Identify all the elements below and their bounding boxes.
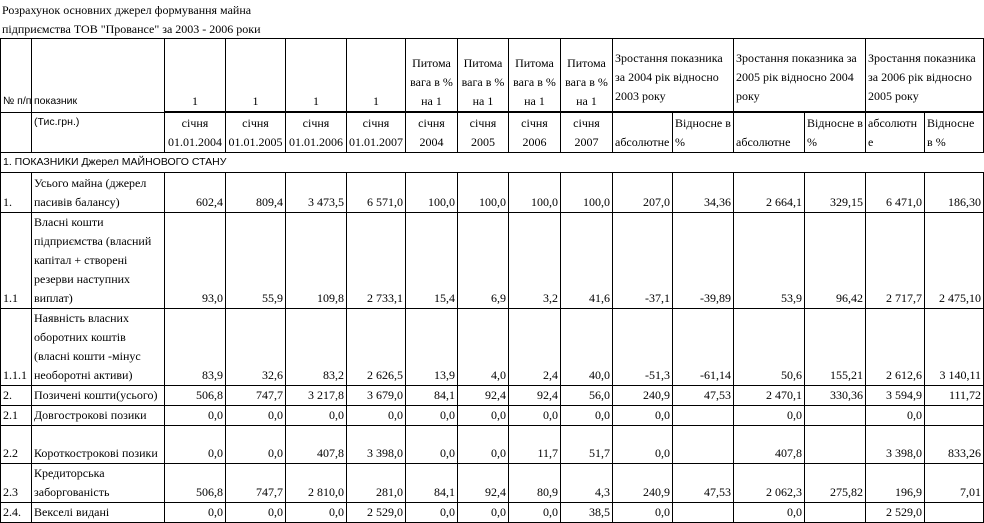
row-number: 2.2 <box>1 426 32 464</box>
row-value: 111,72 <box>925 386 984 406</box>
row-number: 1. <box>1 173 32 213</box>
row-value <box>805 503 866 523</box>
row-indicator: Кредиторська заборгованість <box>32 464 165 503</box>
row-value: 0,0 <box>458 426 509 464</box>
table-row <box>1 173 984 213</box>
row-value: 100,0 <box>458 173 509 213</box>
header-date-day-3: 1 <box>286 39 347 112</box>
row-value: 34,36 <box>673 173 734 213</box>
row-value: 155,21 <box>805 309 866 386</box>
row-value: 506,8 <box>165 386 226 406</box>
row-value: 833,26 <box>925 426 984 464</box>
header-rel-2006: Відносне в % <box>925 113 984 153</box>
section-title: 1. ПОКАЗНИКИ Джерел МАЙНОВОГО СТАНУ <box>1 153 984 173</box>
row-value: 747,7 <box>226 386 286 406</box>
header-year-3: січня 2006 <box>509 113 561 153</box>
row-value: 41,6 <box>561 213 613 309</box>
header-indicator: показник <box>32 39 165 113</box>
row-value: 96,42 <box>805 213 866 309</box>
row-value: 407,8 <box>734 426 805 464</box>
row-value: 330,36 <box>805 386 866 406</box>
header-year-1: січня 2004 <box>406 113 458 153</box>
row-indicator: Векселі видані <box>32 503 165 523</box>
row-value: 0,0 <box>406 426 458 464</box>
header-num-blank <box>1 113 32 153</box>
row-value: 0,0 <box>226 406 286 426</box>
row-value: 3 594,9 <box>866 386 925 406</box>
row-value: 0,0 <box>286 503 347 523</box>
row-value: 281,0 <box>347 464 406 503</box>
header-growth-2006: Зростання показника за 2006 рік відносно 2005 року <box>866 39 984 112</box>
row-value: 83,2 <box>286 309 347 386</box>
row-value <box>673 406 734 426</box>
row-value: 2 810,0 <box>286 464 347 503</box>
header-share-2: Питома вага в % на 1 <box>458 39 509 112</box>
row-value: 109,8 <box>286 213 347 309</box>
row-value <box>925 503 984 523</box>
row-value: 3 140,11 <box>925 309 984 386</box>
row-value: 80,9 <box>509 464 561 503</box>
row-value: 6,9 <box>458 213 509 309</box>
row-value: 0,0 <box>226 503 286 523</box>
row-value: 6 571,0 <box>347 173 406 213</box>
row-value: 0,0 <box>226 426 286 464</box>
row-value: 4,3 <box>561 464 613 503</box>
row-value: 100,0 <box>561 173 613 213</box>
header-rel-2004: Відносне в % <box>673 113 734 153</box>
row-value: 2 733,1 <box>347 213 406 309</box>
row-value: 55,9 <box>226 213 286 309</box>
row-value: 0,0 <box>561 406 613 426</box>
row-value: 0,0 <box>613 503 673 523</box>
row-value: 93,0 <box>165 213 226 309</box>
row-value: -61,14 <box>673 309 734 386</box>
row-value: 40,0 <box>561 309 613 386</box>
header-date-2: січня 01.01.2005 <box>226 113 286 153</box>
row-indicator: Наявність власних оборотних коштів (власні кошти -мінус необоротні активи) <box>32 309 165 386</box>
row-value: 186,30 <box>925 173 984 213</box>
row-value: 0,0 <box>458 406 509 426</box>
row-value: -39,89 <box>673 213 734 309</box>
table-row <box>1 426 984 464</box>
row-value: 0,0 <box>165 426 226 464</box>
row-value: 602,4 <box>165 173 226 213</box>
row-value: 2 529,0 <box>866 503 925 523</box>
row-value: 47,53 <box>673 386 734 406</box>
header-unit: (Тис.грн.) <box>32 113 165 153</box>
row-number: 2.1 <box>1 406 32 426</box>
header-year-2: січня 2005 <box>458 113 509 153</box>
row-value: 84,1 <box>406 464 458 503</box>
row-indicator: Короткострокові позики <box>32 426 165 464</box>
table-row <box>1 213 984 309</box>
header-abs-2006: абсолютн е <box>866 113 925 153</box>
row-value: 0,0 <box>613 426 673 464</box>
row-value: 0,0 <box>165 406 226 426</box>
row-value: 2 062,3 <box>734 464 805 503</box>
row-value: 0,0 <box>509 503 561 523</box>
data-rows <box>1 173 984 523</box>
header-date-day-2: 1 <box>226 39 286 112</box>
header-date-3: січня 01.01.2006 <box>286 113 347 153</box>
row-value: 0,0 <box>165 503 226 523</box>
row-number: 2. <box>1 386 32 406</box>
row-value: 13,9 <box>406 309 458 386</box>
row-value: 240,9 <box>613 386 673 406</box>
row-value: 3 679,0 <box>347 386 406 406</box>
row-value <box>673 503 734 523</box>
row-indicator: Довгострокові позики <box>32 406 165 426</box>
row-number: 2.3 <box>1 464 32 503</box>
table-row <box>1 309 984 386</box>
header-year-4: січня 2007 <box>561 113 613 153</box>
row-value: 83,9 <box>165 309 226 386</box>
table-row <box>1 386 984 406</box>
row-value: -51,3 <box>613 309 673 386</box>
row-value: 0,0 <box>347 406 406 426</box>
row-value: 2 529,0 <box>347 503 406 523</box>
row-value: 0,0 <box>509 406 561 426</box>
row-value: 7,01 <box>925 464 984 503</box>
row-value <box>805 406 866 426</box>
header-share-1: Питома вага в % на 1 <box>406 39 458 112</box>
header-date-day-4: 1 <box>347 39 406 112</box>
header-growth-2004: Зростання показника за 2004 рік відносно 2003 року <box>613 39 734 112</box>
row-value: 6 471,0 <box>866 173 925 213</box>
row-value: 3,2 <box>509 213 561 309</box>
row-value: 0,0 <box>406 406 458 426</box>
document-title-line1: Розрахунок основних джерел формування майна <box>2 3 252 17</box>
row-value: 92,4 <box>458 386 509 406</box>
row-value: 51,7 <box>561 426 613 464</box>
row-value: 53,9 <box>734 213 805 309</box>
row-value: 50,6 <box>734 309 805 386</box>
row-value: 0,0 <box>734 406 805 426</box>
row-value: 3 217,8 <box>286 386 347 406</box>
row-value: 0,0 <box>613 406 673 426</box>
row-number: 1.1 <box>1 213 32 309</box>
header-date-4: січня 01.01.2007 <box>347 113 406 153</box>
row-value: 84,1 <box>406 386 458 406</box>
header-abs-2005: абсолютне <box>734 113 805 153</box>
row-value: 275,82 <box>805 464 866 503</box>
row-value: 329,15 <box>805 173 866 213</box>
row-value: 11,7 <box>509 426 561 464</box>
row-value: 2 664,1 <box>734 173 805 213</box>
row-value: 2 717,7 <box>866 213 925 309</box>
row-indicator: Позичені кошти(усього) <box>32 386 165 406</box>
row-value: 15,4 <box>406 213 458 309</box>
row-value: 2 470,1 <box>734 386 805 406</box>
row-value: 240,9 <box>613 464 673 503</box>
table-row <box>1 464 984 503</box>
header-rel-2005: Відносне в % <box>805 113 866 153</box>
row-value: 92,4 <box>509 386 561 406</box>
row-indicator: Власні кошти підприємства (власний капітал + створені резерви наступних виплат) <box>32 213 165 309</box>
row-value: 100,0 <box>406 173 458 213</box>
row-value: 56,0 <box>561 386 613 406</box>
row-value: 4,0 <box>458 309 509 386</box>
row-value: 0,0 <box>406 503 458 523</box>
row-value: 100,0 <box>509 173 561 213</box>
row-number: 2.4. <box>1 503 32 523</box>
row-value: 2 626,5 <box>347 309 406 386</box>
table-row <box>1 503 984 523</box>
row-value: 3 473,5 <box>286 173 347 213</box>
row-value: 32,6 <box>226 309 286 386</box>
header-date-day-1: 1 <box>165 39 226 112</box>
row-number: 1.1.1 <box>1 309 32 386</box>
document-title-line2: підприємства ТОВ "Провансе" за 2003 - 2006 роки <box>2 22 261 36</box>
table-row <box>1 406 984 426</box>
row-value: 0,0 <box>734 503 805 523</box>
row-indicator: Усього майна (джерел пасивів балансу) <box>32 173 165 213</box>
row-value: 3 398,0 <box>347 426 406 464</box>
row-value: 3 398,0 <box>866 426 925 464</box>
header-num: № п/п <box>1 39 32 113</box>
row-value <box>925 406 984 426</box>
row-value: 207,0 <box>613 173 673 213</box>
row-value: 0,0 <box>866 406 925 426</box>
row-value: 747,7 <box>226 464 286 503</box>
sources-table <box>0 38 984 523</box>
row-value: -37,1 <box>613 213 673 309</box>
row-value: 506,8 <box>165 464 226 503</box>
row-value <box>805 426 866 464</box>
row-value: 38,5 <box>561 503 613 523</box>
header-growth-2005: Зростання показника за 2005 рік відносно 2004 року <box>734 39 866 112</box>
row-value: 92,4 <box>458 464 509 503</box>
header-date-1: січня 01.01.2004 <box>165 113 226 153</box>
row-value: 407,8 <box>286 426 347 464</box>
row-value: 0,0 <box>286 406 347 426</box>
row-value <box>673 426 734 464</box>
row-value: 0,0 <box>458 503 509 523</box>
row-value: 2 475,10 <box>925 213 984 309</box>
header-share-4: Питома вага в % на 1 <box>561 39 613 112</box>
row-value: 2,4 <box>509 309 561 386</box>
header-abs-2004: абсолютне <box>613 113 673 153</box>
header-share-3: Питома вага в % на 1 <box>509 39 561 112</box>
row-value: 2 612,6 <box>866 309 925 386</box>
row-value: 196,9 <box>866 464 925 503</box>
row-value: 809,4 <box>226 173 286 213</box>
row-value: 47,53 <box>673 464 734 503</box>
